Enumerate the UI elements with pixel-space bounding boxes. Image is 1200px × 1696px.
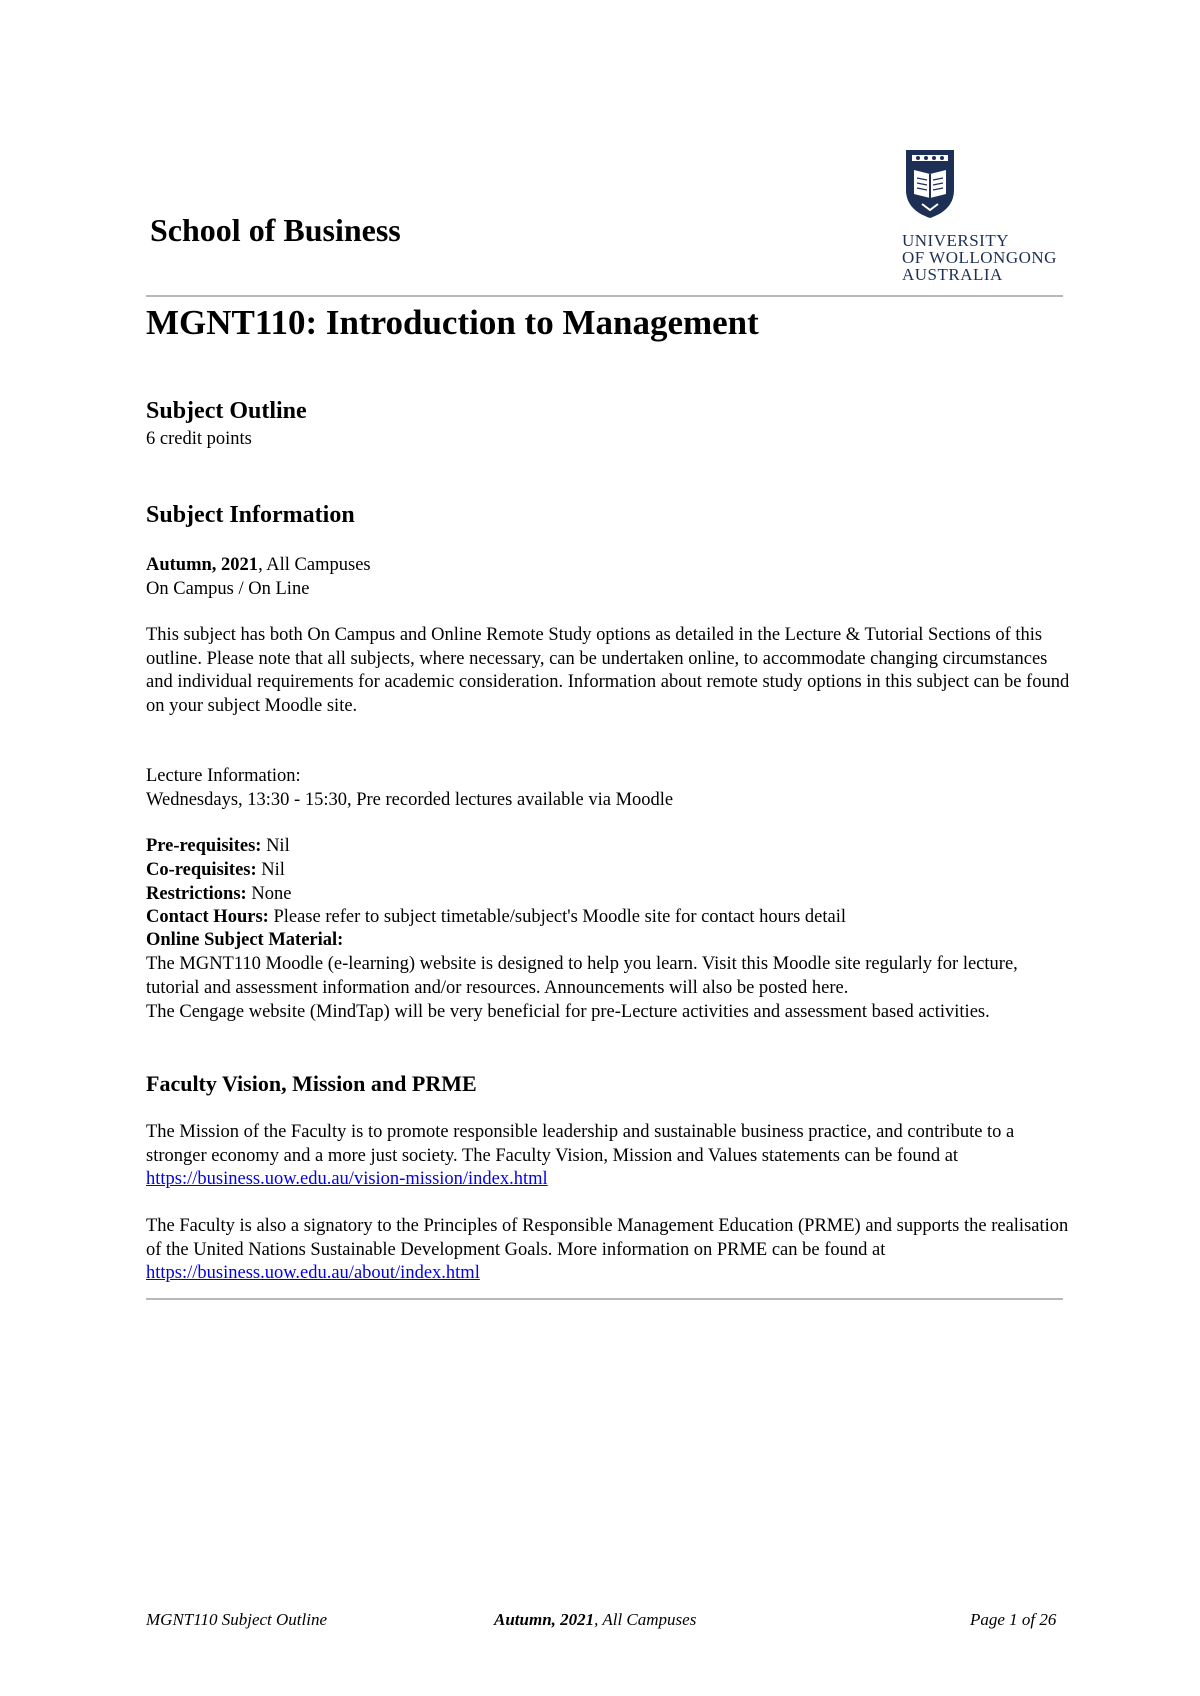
credit-points: 6 credit points	[146, 429, 252, 449]
session-bold: Autumn, 2021	[146, 555, 259, 575]
corequisites-row	[146, 859, 1071, 883]
school-name: School of Business	[150, 212, 401, 248]
contact-hours-value: Please refer to subject timetable/subject's Moodle site for contact hours detail	[268, 907, 846, 927]
footer-session	[494, 1610, 696, 1630]
logo-line-2: OF WOLLONGONG	[902, 248, 1057, 267]
prerequisites-row	[146, 835, 1071, 859]
prerequisites-value: Nil	[261, 836, 290, 856]
restrictions-label: Restrictions:	[146, 884, 247, 904]
footer-session-bold: Autumn, 2021	[494, 1610, 595, 1629]
vision-mission-link[interactable]: https://business.uow.edu.au/vision-mission/index.html	[146, 1169, 548, 1189]
delivery-mode: On Campus / On Line	[146, 579, 310, 599]
restrictions-row	[146, 883, 1071, 907]
subject-information-heading: Subject Information	[146, 502, 355, 528]
contact-hours-label: Contact Hours:	[146, 907, 269, 927]
session-rest: , All Campuses	[258, 555, 371, 575]
session-line	[146, 554, 1071, 578]
prme-about-link[interactable]: https://business.uow.edu.au/about/index.html	[146, 1263, 480, 1283]
footer-doc-name: MGNT110 Subject Outline	[146, 1610, 327, 1629]
university-logo	[892, 146, 1072, 286]
footer-page-number: Page 1 of 26	[970, 1610, 1057, 1629]
section-divider	[146, 1298, 1063, 1300]
lecture-label: Lecture Information:	[146, 766, 301, 786]
crest-icon	[902, 146, 958, 220]
subject-outline-heading: Subject Outline	[146, 398, 307, 424]
footer-session-rest: , All Campuses	[594, 1610, 697, 1629]
logo-line-1: UNIVERSITY	[902, 231, 1009, 250]
course-title: MGNT110: Introduction to Management	[146, 303, 759, 342]
online-material-moodle: The MGNT110 Moodle (e-learning) website is designed to help you learn. Visit this Moodle site regularly for lecture, tutorial and assessment information and/or resources. Announcements will also be posted here.	[146, 954, 1018, 998]
lecture-detail: Wednesdays, 13:30 - 15:30, Pre recorded lectures available via Moodle	[146, 790, 674, 810]
logo-line-3: AUSTRALIA	[902, 265, 1003, 284]
faculty-mission-paragraph	[146, 1121, 1071, 1192]
corequisites-value: Nil	[256, 860, 285, 880]
online-material-label: Online Subject Material:	[146, 930, 344, 950]
online-material-cengage: The Cengage website (MindTap) will be very beneficial for pre-Lecture activities and assessment based activities.	[146, 1002, 990, 1022]
faculty-prme-paragraph	[146, 1215, 1071, 1286]
corequisites-label: Co-requisites:	[146, 860, 257, 880]
faculty-heading: Faculty Vision, Mission and PRME	[146, 1071, 477, 1096]
contact-hours-row	[146, 906, 1071, 930]
study-options-paragraph: This subject has both On Campus and Online Remote Study options as detailed in the Lecture & Tutorial Sections of this outline. Please note that all subjects, where necessary, can be undertaken online, to accommodate changing circumstances and individual requirements for academic consideration. Information about remote study options in this subject can be found on your subject Moodle site.	[146, 625, 1070, 716]
faculty-prme-text: The Faculty is also a signatory to the Principles of Responsible Management Education (PRME) and supports the realisation of the United Nations Sustainable Development Goals. More information on PRME can be found at	[146, 1216, 1069, 1260]
header-divider	[146, 295, 1063, 297]
restrictions-value: None	[246, 884, 292, 904]
prerequisites-label: Pre-requisites:	[146, 836, 262, 856]
faculty-mission-text: The Mission of the Faculty is to promote responsible leadership and sustainable business practice, and contribute to a stronger economy and a more just society. The Faculty Vision, Mission and Values statements can be found at	[146, 1122, 1015, 1166]
